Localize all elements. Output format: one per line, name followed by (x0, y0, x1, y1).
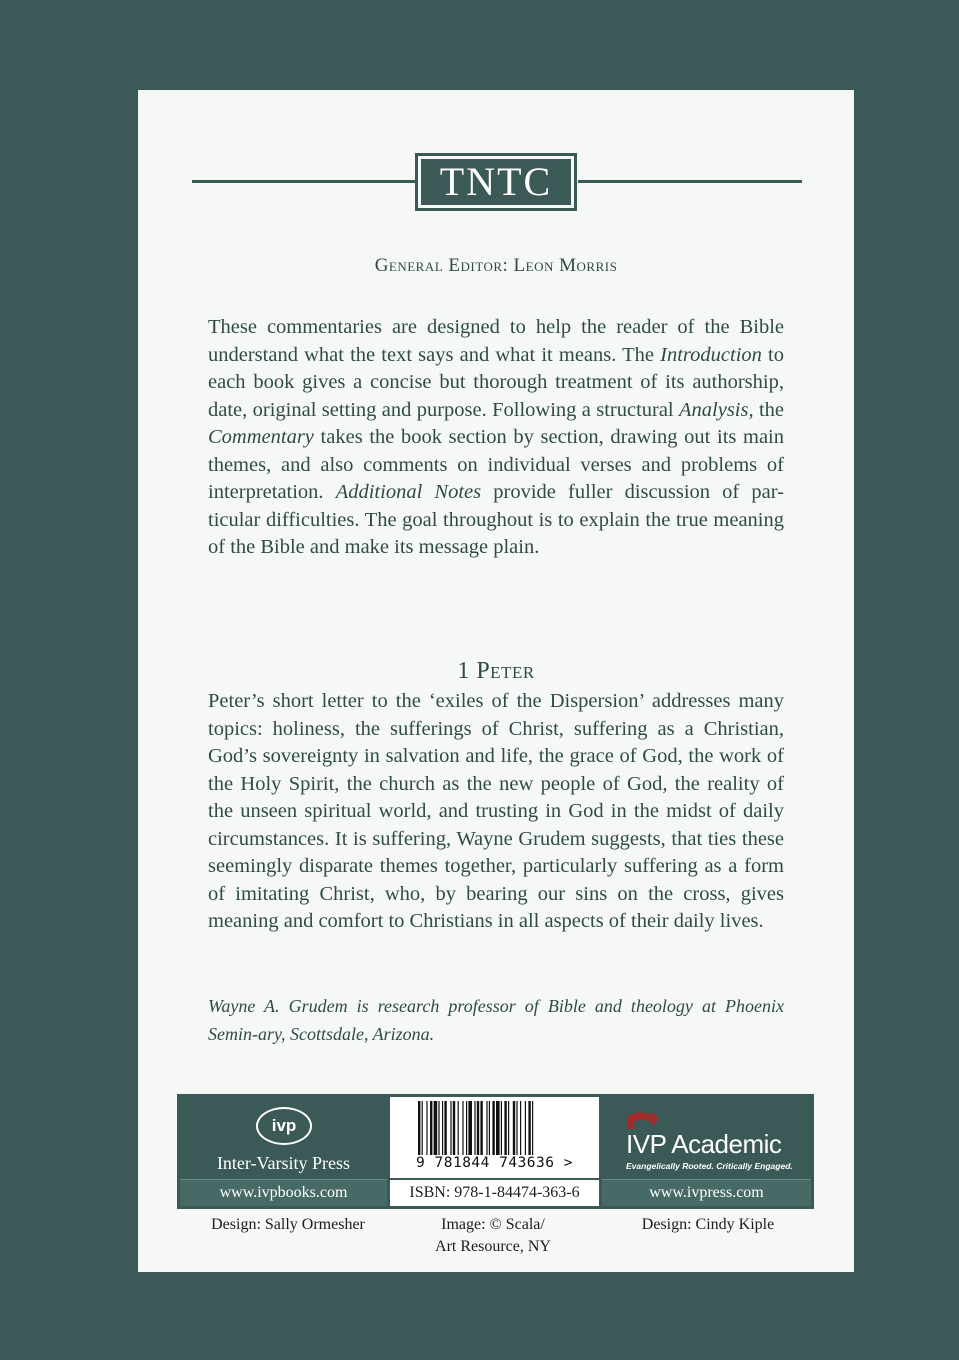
intro-italic: Introduction (660, 343, 762, 366)
back-cover-panel (138, 90, 854, 1272)
ivp-logo: ivp (256, 1107, 312, 1145)
ivp-academic-url: www.ivpress.com (602, 1179, 811, 1206)
header-rule-right (578, 180, 802, 183)
intro-italic: Commentary (208, 426, 314, 448)
ivp-academic-logo-icon (625, 1109, 661, 1131)
ivp-name: Inter-Varsity Press (216, 1153, 351, 1173)
design-credit-left: Design: Sally Ormesher (211, 1216, 365, 1233)
general-editor: General Editor: Leon Morris (374, 255, 618, 276)
intro-text: These commentaries are designed to help the reader of the Bible understand what the text says and what it means. The (208, 316, 784, 366)
ivp-academic-block (602, 1097, 811, 1206)
ivp-block (180, 1097, 387, 1206)
book-description: Peter’s short letter to the ‘exiles of the Dispersion’ addresses many topics: holiness, the sufferings of Christ, suffering as a Christian, God’s sovereignty in salvation and life, the grace of God, the work of the Holy Spirit, the church as the new people of God, the reality of the unseen spiritual world, and trusting in God in the midst of daily circumstances. It is suffering, Wayne Grudem suggests, that ties these seemingly disparate themes together, particularly suffering as a form of imitating Christ, who, by bearing our sins on the cross, gives meaning and comfort to Christians in all aspects of their daily lives. (208, 690, 784, 932)
publisher-strip (177, 1094, 814, 1209)
ivp-academic-tagline: Evangelically Rooted. Critically Engaged. (626, 1161, 793, 1171)
intro-italic: Additional Notes (335, 481, 482, 503)
intro-text: the (753, 398, 784, 421)
book-title: 1 Peter (457, 658, 535, 684)
series-badge (415, 153, 577, 211)
intro-text: takes the book section by section, drawing out its main themes, and also comments on individual verses and problems of interpretation. (208, 426, 784, 503)
header-rule-left (192, 180, 416, 183)
barcode-block (390, 1097, 599, 1206)
barcode-digits: 9 781844 743636 > (416, 1155, 573, 1171)
intro-text: to each book gives a concise but thorough treatment of its authorship, date, original setting and purpose. Following a structural (208, 343, 784, 421)
isbn: ISBN: 978-1-84474-363-6 (390, 1178, 599, 1206)
image-credit-line2: Art Resource, NY (435, 1238, 551, 1255)
intro-text: provide fuller discussion of par-ticular difficulties. The goal throughout is to explain the true meaning of the Bible and make its message plain. (208, 481, 785, 558)
image-credit (408, 1214, 578, 1258)
barcode-icon (418, 1101, 573, 1155)
design-credit-right: Design: Cindy Kiple (641, 1216, 775, 1233)
series-description (208, 314, 784, 562)
author-bio: Wayne A. Grudem is research professor of Bible and theology at Phoenix Semin-ary, Scottsdale, Arizona. (208, 996, 784, 1044)
series-badge-label: TNTC (421, 159, 571, 205)
image-credit-line1: Image: © Scala/ (441, 1216, 545, 1233)
ivp-url: www.ivpbooks.com (180, 1179, 387, 1206)
intro-italic: Analysis, (679, 398, 754, 421)
ivp-academic-name: IVP Academic (626, 1129, 782, 1159)
